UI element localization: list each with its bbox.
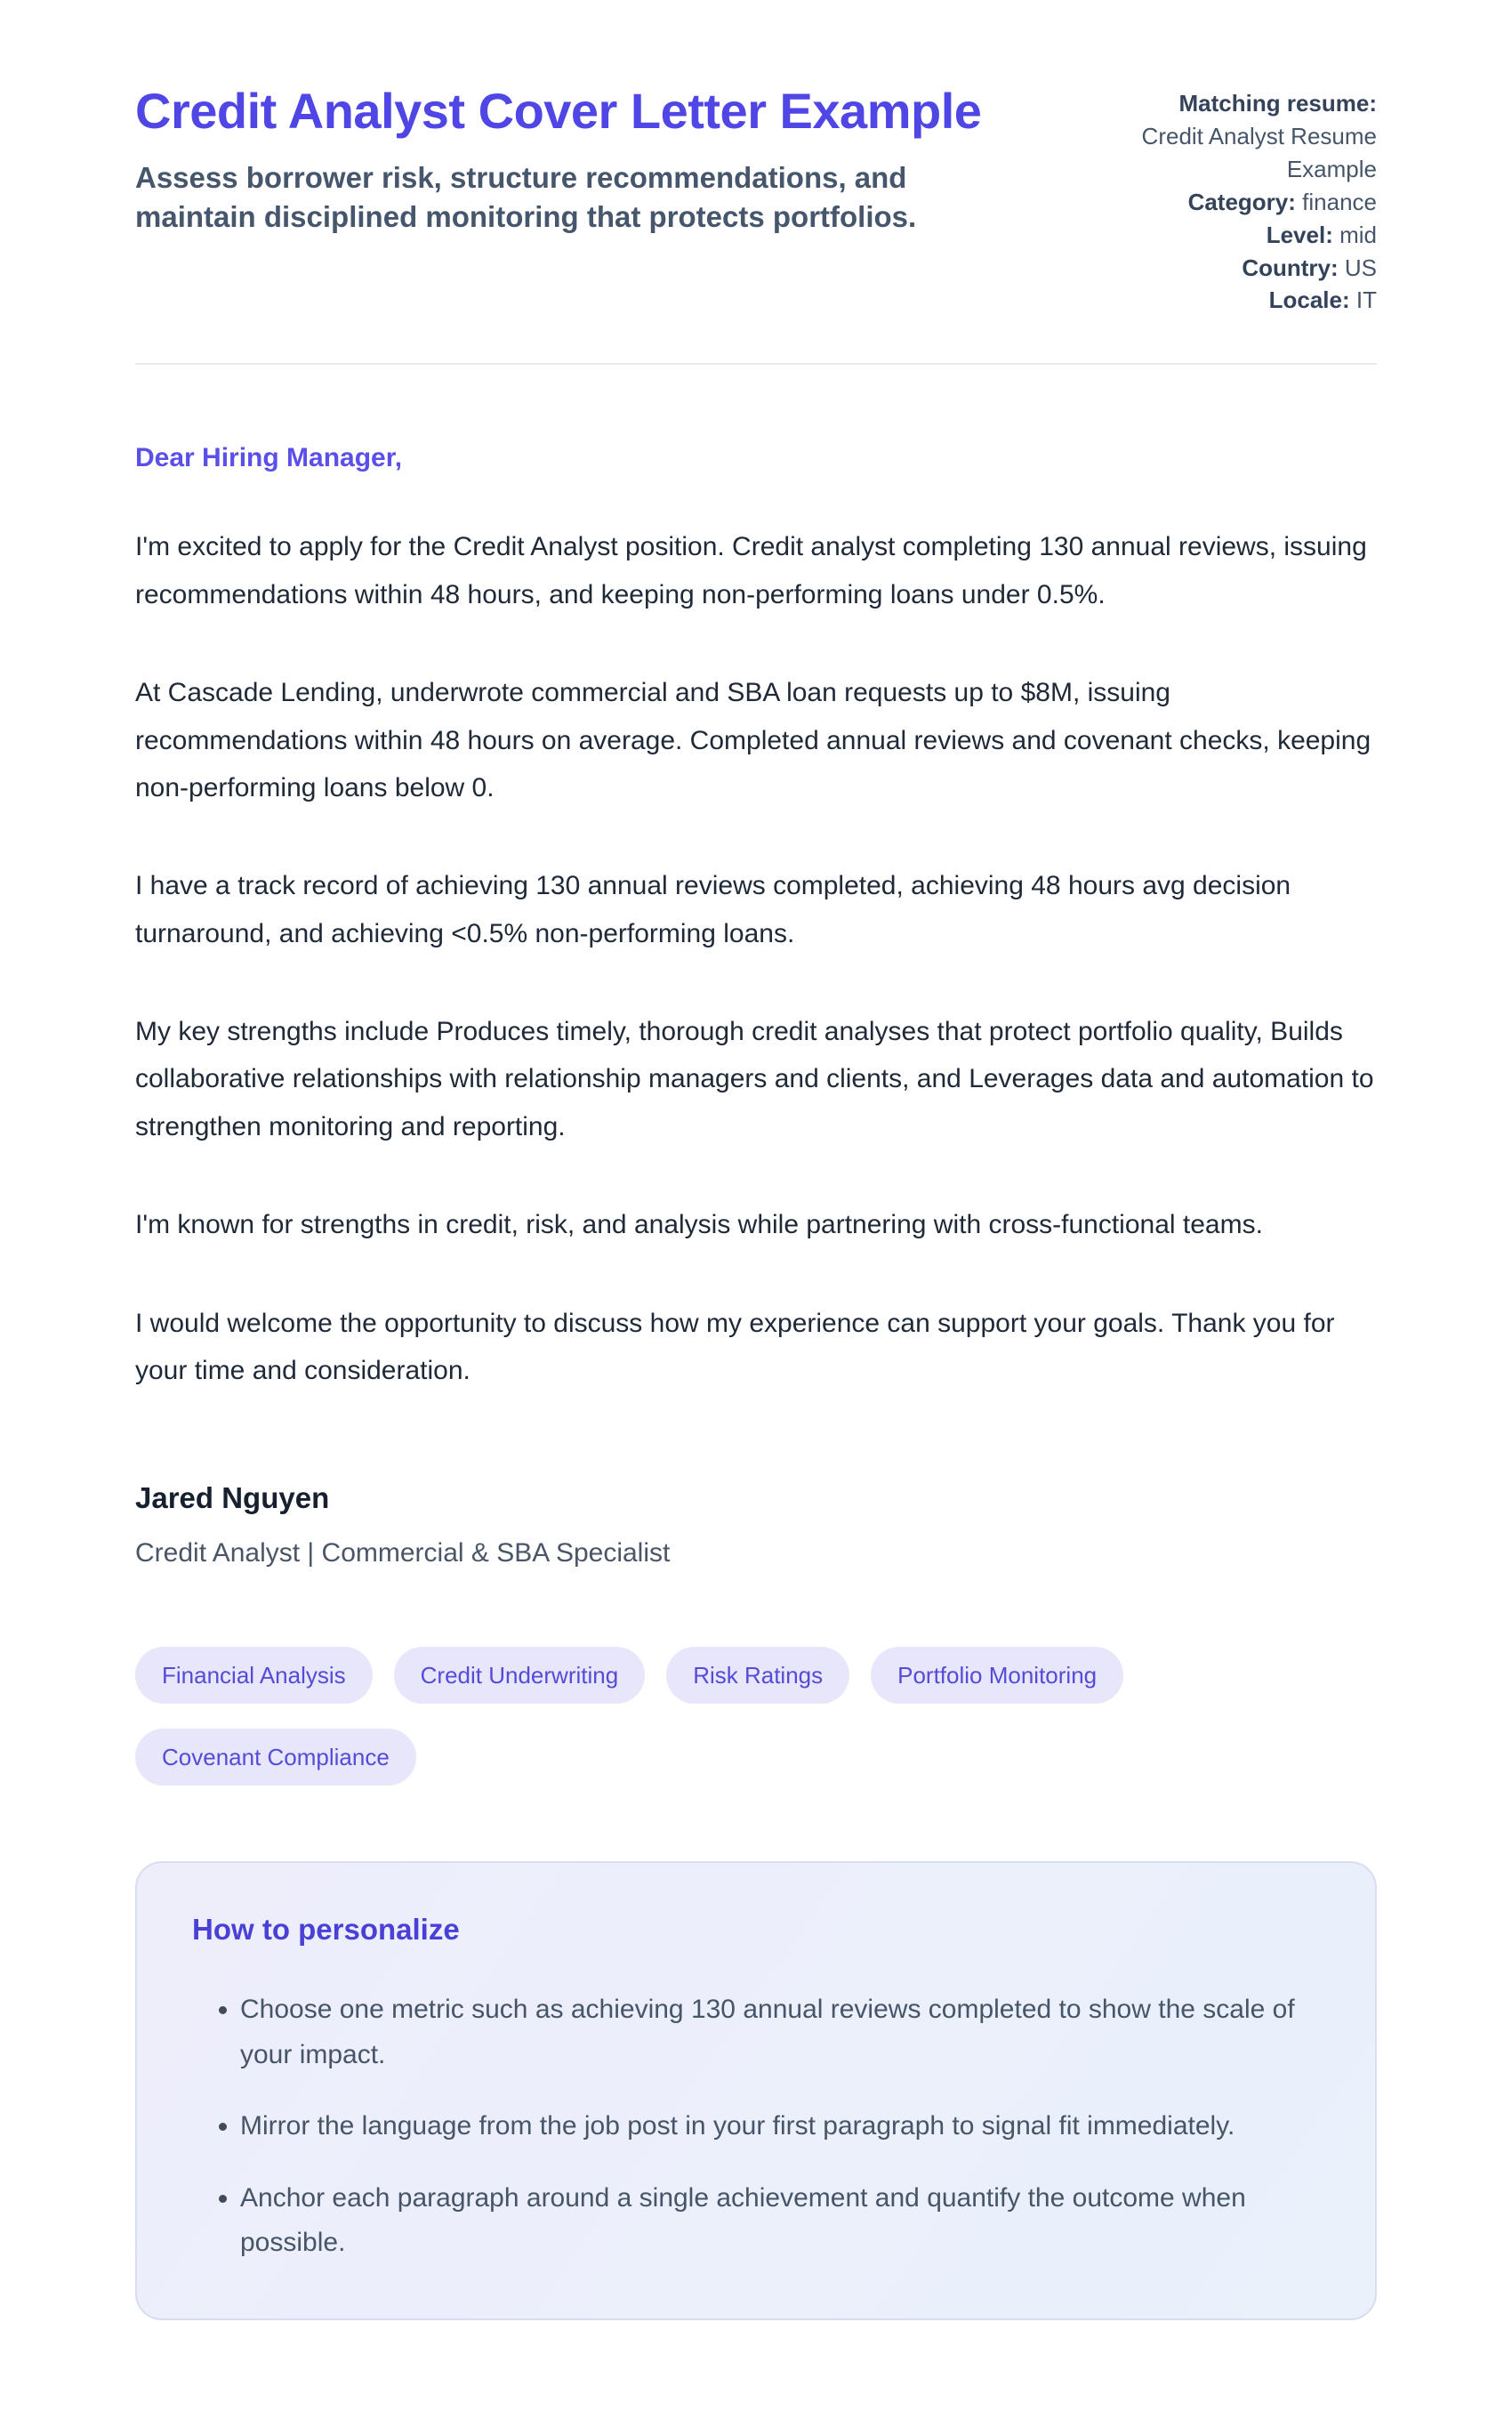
letter-paragraph: At Cascade Lending, underwrote commercial and SBA loan requests up to $8M, issuing recommendations within 48 hours on average. Completed annual reviews and covenant checks, keeping non-performing loans below 0.: [135, 678, 1371, 802]
resume-meta-block: [1092, 82, 1377, 317]
letter-paragraph: I have a track record of achieving 130 annual reviews completed, achieving 48 hours avg decision turnaround, and achieving <0.5% non-performing loans.: [135, 871, 1291, 948]
skill-tag: Credit Underwriting: [394, 1647, 646, 1704]
meta-matching-resume-value: Credit Analyst Resume Example: [1141, 122, 1377, 182]
letter-paragraph: My key strengths include Produces timely, thorough credit analyses that protect portfolio quality, Builds collaborative relationships with relationship managers and clients, and Leverages data and automation to strengthen monitoring and reporting.: [135, 1017, 1374, 1141]
header-divider: [135, 363, 1377, 365]
meta-level-row: [1092, 219, 1377, 252]
skill-tag: Financial Analysis: [135, 1647, 373, 1704]
salutation: Dear Hiring Manager,: [135, 443, 403, 473]
meta-category-label: Category:: [1187, 188, 1296, 215]
skill-tag: Covenant Compliance: [135, 1729, 416, 1786]
letter-body: [135, 443, 1377, 1394]
meta-country-label: Country:: [1242, 254, 1339, 281]
meta-level-label: Level:: [1266, 221, 1333, 248]
tipbox-bullet: • Anchor each paragraph around a single achievement and quantify the outcome when possible.: [240, 2176, 1322, 2266]
page-header: [135, 82, 1377, 317]
header-title-block: [135, 82, 993, 317]
letter-paragraph: I'm excited to apply for the Credit Analyst position. Credit analyst completing 130 annual reviews, issuing recommendations within 48 hours, and keeping non-performing loans under 0.5%.: [135, 532, 1367, 609]
skill-tag: Portfolio Monitoring: [871, 1647, 1123, 1704]
meta-category-row: [1092, 186, 1377, 219]
page-subtitle: Assess borrower risk, structure recommendations, and maintain disciplined monitoring that protects portfolios.: [135, 161, 917, 233]
skill-tag: Risk Ratings: [666, 1647, 849, 1704]
letter-paragraph: I'm known for strengths in credit, risk, and analysis while partnering with cross-functional teams.: [135, 1210, 1263, 1240]
skill-tag-list: [135, 1647, 1211, 1786]
signature-role: Credit Analyst | Commercial & SBA Specialist: [135, 1538, 671, 1568]
signature-name: Jared Nguyen: [135, 1481, 330, 1515]
letter-paragraph: I would welcome the opportunity to discuss how my experience can support your goals. Thank you for your time and consideration.: [135, 1308, 1335, 1386]
meta-locale-value: IT: [1355, 286, 1377, 314]
meta-matching-resume-label: Matching resume:: [1178, 90, 1377, 117]
meta-country-value: US: [1344, 254, 1377, 281]
meta-level-value: mid: [1339, 221, 1377, 248]
tipbox-bullet: • Choose one metric such as achieving 130 annual reviews completed to show the scale of your impact.: [240, 1988, 1322, 2077]
meta-locale-label: Locale:: [1268, 286, 1350, 314]
meta-locale-row: [1092, 284, 1377, 317]
tipbox-bullet-list: [180, 1988, 1322, 2265]
how-to-personalize-box: [135, 1861, 1377, 2320]
meta-country-row: [1092, 252, 1377, 285]
tipbox-bullet: • Mirror the language from the job post in your first paragraph to signal fit immediately.: [240, 2104, 1322, 2149]
meta-category-value: finance: [1302, 188, 1377, 215]
signature-block: [135, 1481, 1377, 1568]
tipbox-heading: How to personalize: [192, 1913, 460, 1947]
page-title: Credit Analyst Cover Letter Example: [135, 83, 982, 139]
